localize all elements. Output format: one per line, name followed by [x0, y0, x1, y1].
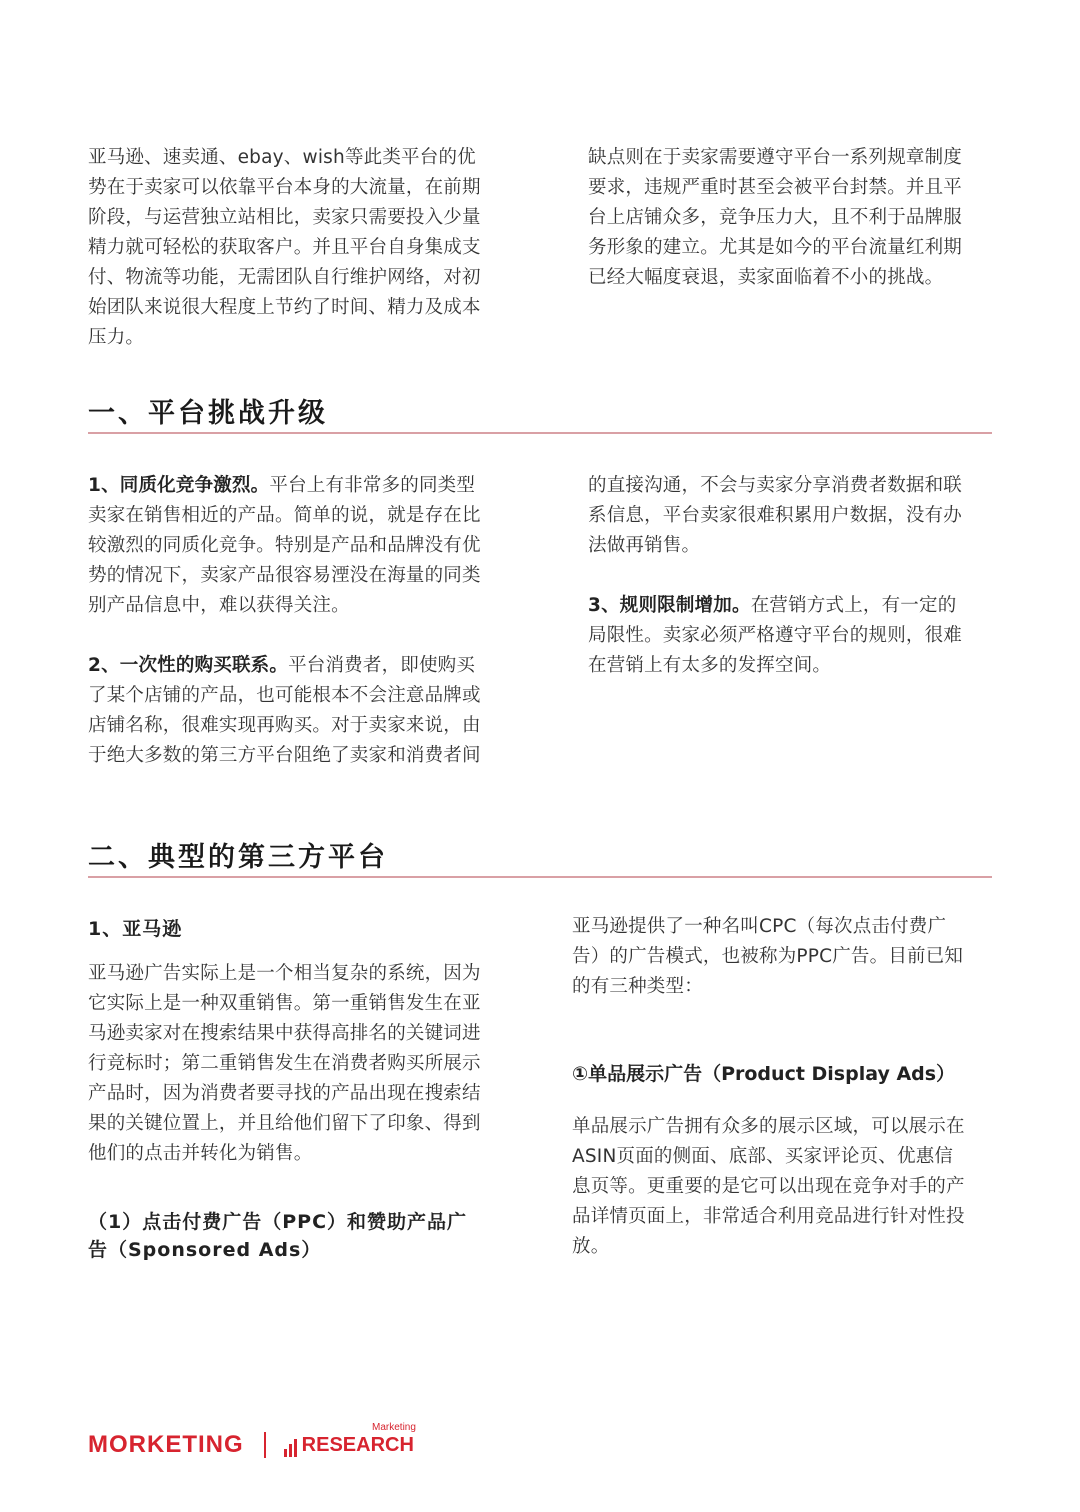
challenge-item-1-heading: 1、同质化竞争激烈。 [88, 475, 270, 496]
challenge-item-1 [88, 471, 518, 621]
challenge-item-2-heading: 2、一次性的购买联系。 [88, 655, 289, 676]
amazon-subheading: 1、亚马逊 [88, 918, 183, 940]
challenge-item-3 [588, 591, 1008, 681]
cpc-paragraph: 亚马逊提供了一种名叫CPC（每次点击付费广 告）的广告模式，也被称为PPC广告。目前已知 的有三种类型： [572, 916, 964, 997]
intro-right-paragraph: 缺点则在于卖家需要遵守平台一系列规章制度 要求，违规严重时甚至会被平台封禁。并且平 台上店铺众多，竞争压力大，且不利于品牌服 务形象的建立。尤其是如今的平台流量红利期 已经大幅度衰退，卖家面临着不小的挑战。 [588, 147, 963, 288]
intro-left-paragraph: 亚马逊、速卖通、ebay、wish等此类平台的优 势在于卖家可以依靠平台本身的大流量，在前期 阶段，与运营独立站相比，卖家只需要投入少量 精力就可轻松的获取客户。并且平台自身集成支 付、物流等功能，无需团队自行维护网络，对初 始团队来说很大程度上节约了时间、精力及成本 压力。 [88, 147, 481, 348]
amazon-paragraph: 亚马逊广告实际上是一个相当复杂的系统，因为 它实际上是一种双重销售。第一重销售发生在亚 马逊卖家对在搜索结果中获得高排名的关键词进 行竞标时；第二重销售发生在消费者购买所展示 产品时，因为消费者要寻找的产品出现在搜索结 果的关键位置上，并且给他们留下了印象、得到 他们的点击并转化为销售。 [88, 963, 481, 1164]
research-logo [284, 1421, 416, 1457]
morketing-logo: MORKETING [88, 1431, 244, 1458]
challenge-item-2-continued: 的直接沟通，不会与卖家分享消费者数据和联 系信息，平台卖家很难积累用户数据，没有办 法做再销售。 [588, 475, 963, 556]
challenge-item-3-body: 在营销方式上，有一定的 局限性。卖家必须严格遵守平台的规则，很难 在营销上有太多的发挥空间。 [588, 595, 963, 676]
research-logo-small-text: Marketing [372, 1421, 416, 1433]
logo-separator [264, 1432, 266, 1458]
bar-chart-icon [284, 1439, 299, 1457]
challenge-item-2 [88, 651, 518, 771]
section-divider [88, 876, 992, 878]
footer-logos [88, 1421, 416, 1462]
ppc-subheading: （1）点击付费广告（PPC）和赞助产品广 告（Sponsored Ads） [88, 1211, 468, 1261]
challenge-item-3-heading: 3、规则限制增加。 [588, 595, 751, 616]
challenge-item-2-body: 平台消费者，即使购买 了某个店铺的产品，也可能根本不会注意品牌或 店铺名称，很难实现再购买。对于卖家来说，由 于绝大多数的第三方平台阻绝了卖家和消费者间 [88, 655, 481, 766]
research-logo-text: RESEARCH [301, 1433, 414, 1456]
section-divider [88, 432, 992, 434]
section-title-platform-challenges: 一、平台挑战升级 [88, 398, 328, 429]
challenge-item-1-body: 平台上有非常多的同类型 卖家在销售相近的产品。简单的说，就是存在比 较激烈的同质化竞争。特别是产品和品牌没有优 势的情况下，卖家产品很容易湮没在海量的同类 别产品信息中，难以获得关注。 [88, 475, 481, 616]
product-display-ads-paragraph: 单品展示广告拥有众多的展示区域，可以展示在 ASIN页面的侧面、底部、买家评论页、优惠信 息页等。更重要的是它可以出现在竞争对手的产 品详情页面上，非常适合利用竞品进行针对性投 放。 [572, 1116, 965, 1257]
product-display-ads-subheading: ①单品展示广告（Product Display Ads） [572, 1063, 956, 1085]
section-title-third-party-platforms: 二、典型的第三方平台 [88, 842, 388, 873]
